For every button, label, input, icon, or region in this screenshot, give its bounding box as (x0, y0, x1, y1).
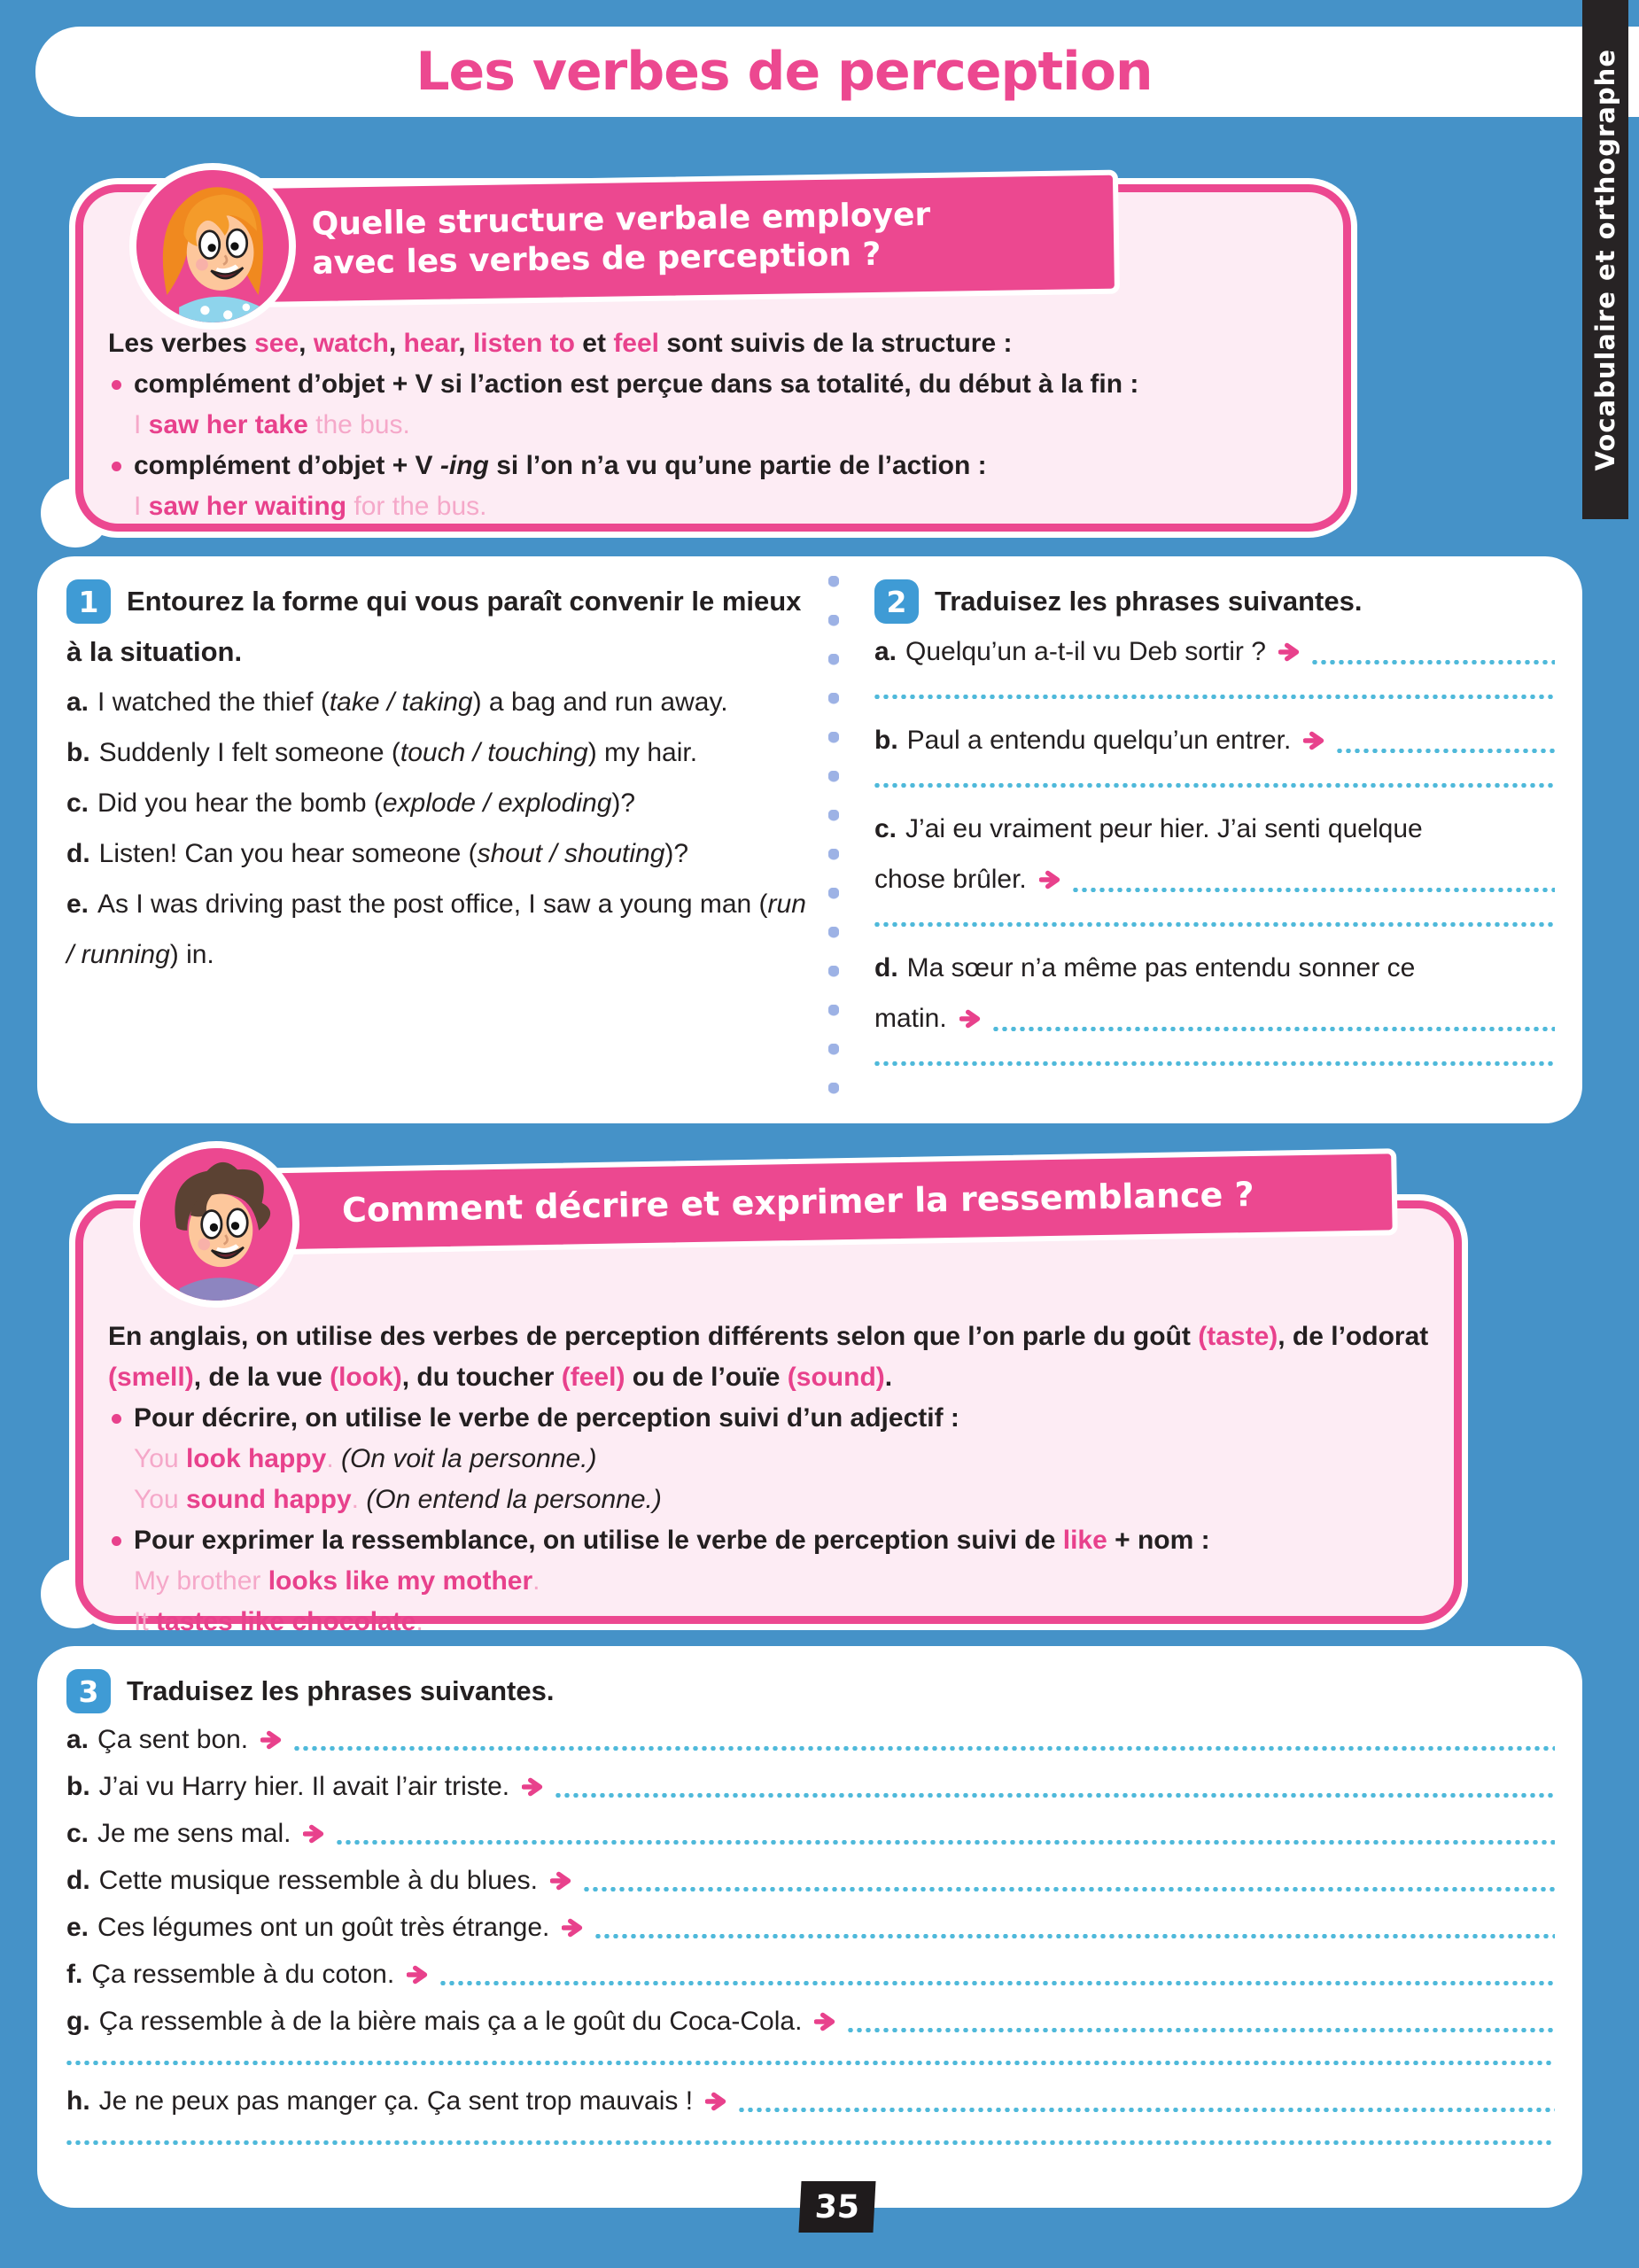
bullet-dot-icon (112, 1414, 121, 1424)
exercises-panel-1 (37, 556, 1582, 1123)
answer-arrow-icon (814, 2012, 839, 2031)
exercise-3 (66, 1666, 1555, 2157)
answer-arrow-icon (260, 1730, 285, 1750)
lesson2-example2: You sound happy. (On entend la personne.) (134, 1485, 662, 1514)
answer-line (1337, 749, 1555, 753)
boy-avatar-icon (133, 1141, 299, 1308)
exercise-1-item: e. As I was driving past the post office, I saw a young man (run / running) in. (66, 889, 806, 969)
lesson2-example1: You look happy. (On voit la personne.) (134, 1444, 597, 1473)
exercise-1-item: d. Listen! Can you hear someone (shout / shouting)? (66, 839, 689, 868)
exercise-1 (66, 576, 809, 980)
answer-line (874, 922, 1555, 927)
column-separator (828, 576, 839, 1104)
answer-line (66, 2061, 1555, 2065)
answer-line (874, 783, 1555, 788)
lesson1-bullet1: complément d’objet + V si l’action est perçue dans sa totalité, du début à la fin : (108, 364, 1313, 405)
exercise-3-item: f. Ça ressemble à du coton. (66, 1951, 1555, 1998)
lesson1-heading-line2: avec les verbes de perception ? (312, 236, 882, 282)
exercise-1-header (66, 576, 809, 677)
answer-line (337, 1840, 1555, 1845)
page-number: 35 (813, 2188, 861, 2225)
answer-line (739, 2108, 1555, 2112)
exercise-1-number-badge: 1 (66, 579, 111, 624)
lesson2-example3: My brother looks like my mother. (134, 1566, 540, 1596)
exercise-2-header (874, 576, 1555, 626)
answer-arrow-icon (705, 2092, 730, 2111)
lesson1-bullet2: complément d’objet + V -ing si l’on n’a vu qu’une partie de l’action : (108, 446, 1313, 486)
answer-arrow-icon (1278, 642, 1303, 662)
lesson1-example1: I saw her take the bus. (134, 410, 410, 439)
exercise-1-item: c. Did you hear the bomb (explode / exploding)? (66, 788, 636, 818)
answer-arrow-icon (959, 1009, 984, 1029)
answer-line (874, 1061, 1555, 1066)
answer-line (595, 1934, 1555, 1938)
exercise-2 (874, 576, 1555, 1082)
answer-arrow-icon (522, 1777, 547, 1797)
exercise-3-item: d. Cette musique ressemble à du blues. (66, 1857, 1555, 1904)
exercise-3-number-badge: 3 (66, 1669, 111, 1713)
bullet-dot-icon (112, 1536, 121, 1546)
lesson2-example4: It tastes like chocolate. (134, 1607, 423, 1636)
answer-arrow-icon (562, 1918, 586, 1938)
chapter-tab (1582, 0, 1628, 519)
lesson1-example2: I saw her waiting for the bus. (134, 492, 487, 521)
bullet-dot-icon (112, 380, 121, 390)
exercise-1-title: Entourez la forme qui vous paraît convenir le mieux à la situation. (66, 586, 802, 667)
answer-arrow-icon (303, 1824, 328, 1844)
exercise-3-item: b. J’ai vu Harry hier. Il avait l’air triste. (66, 1763, 1555, 1810)
answer-line (294, 1746, 1555, 1751)
girl-avatar-icon (129, 163, 296, 330)
lesson1-banner (173, 170, 1120, 309)
answer-arrow-icon (407, 1965, 431, 1984)
answer-line (1073, 888, 1555, 892)
answer-line (848, 2028, 1555, 2032)
answer-line (555, 1793, 1555, 1798)
answer-line (993, 1027, 1555, 1031)
exercise-3-item: e. Ces légumes ont un goût très étrange. (66, 1904, 1555, 1951)
page-title: Les verbes de perception (416, 41, 1153, 103)
exercise-1-item: a. I watched the thief (take / taking) a bag and run away. (66, 687, 728, 717)
lesson1-heading-line1: Quelle structure verbale employer (311, 197, 931, 244)
exercises-panel-2 (37, 1646, 1582, 2208)
exercise-2-item: a. Quelqu’un a-t-il vu Deb sortir ? (874, 626, 1555, 699)
answer-arrow-icon (550, 1871, 575, 1891)
answer-line (440, 1981, 1555, 1985)
lesson1-intro: Les verbes see, watch, hear, listen to et feel sont suivis de la structure : (108, 329, 1013, 358)
lesson2-intro: En anglais, on utilise des verbes de perception différents selon que l’on parle du goût (taste), de l’odorat (smell), de la vue (look), du toucher (feel) ou de l’ouïe (sound). (108, 1322, 1429, 1392)
exercise-2-item: d. Ma sœur n’a même pas entendu sonner ce matin. (874, 943, 1555, 1066)
page-number-badge (798, 2181, 875, 2233)
exercise-3-title: Traduisez les phrases suivantes. (127, 1675, 555, 1706)
exercise-2-title: Traduisez les phrases suivantes. (935, 586, 1363, 617)
answer-line (584, 1887, 1555, 1891)
exercise-3-item: h. Je ne peux pas manger ça. Ça sent trop mauvais ! (66, 2078, 1555, 2145)
exercise-3-item: a. Ça sent bon. (66, 1716, 1555, 1763)
exercise-2-item: c. J’ai eu vraiment peur hier. J’ai senti quelque chose brûler. (874, 804, 1555, 927)
answer-line (1312, 660, 1555, 664)
exercise-3-item: c. Je me sens mal. (66, 1810, 1555, 1857)
lesson2-bullet1: Pour décrire, on utilise le verbe de perception suivi d’un adjectif : (108, 1398, 1436, 1439)
lesson2-heading: Comment décrire et exprimer la ressemblance ? (341, 1174, 1254, 1230)
exercise-1-item: b. Suddenly I felt someone (touch / touching) my hair. (66, 738, 698, 767)
answer-line (66, 2140, 1555, 2145)
lesson2-bullet2: Pour exprimer la ressemblance, on utilise le verbe de perception suivi de like + nom : (108, 1520, 1436, 1561)
exercise-2-item: b. Paul a entendu quelqu’un entrer. (874, 715, 1555, 788)
exercise-3-header (66, 1666, 1555, 1716)
answer-arrow-icon (1039, 870, 1064, 889)
answer-line (874, 695, 1555, 699)
answer-arrow-icon (1303, 731, 1328, 750)
bullet-dot-icon (112, 462, 121, 471)
exercise-2-number-badge: 2 (874, 579, 919, 624)
chapter-tab-label: Vocabulaire et orthographe (1590, 48, 1620, 471)
title-bar (35, 27, 1639, 117)
exercise-3-item: g. Ça ressemble à de la bière mais ça a le goût du Coca-Cola. (66, 1998, 1555, 2065)
